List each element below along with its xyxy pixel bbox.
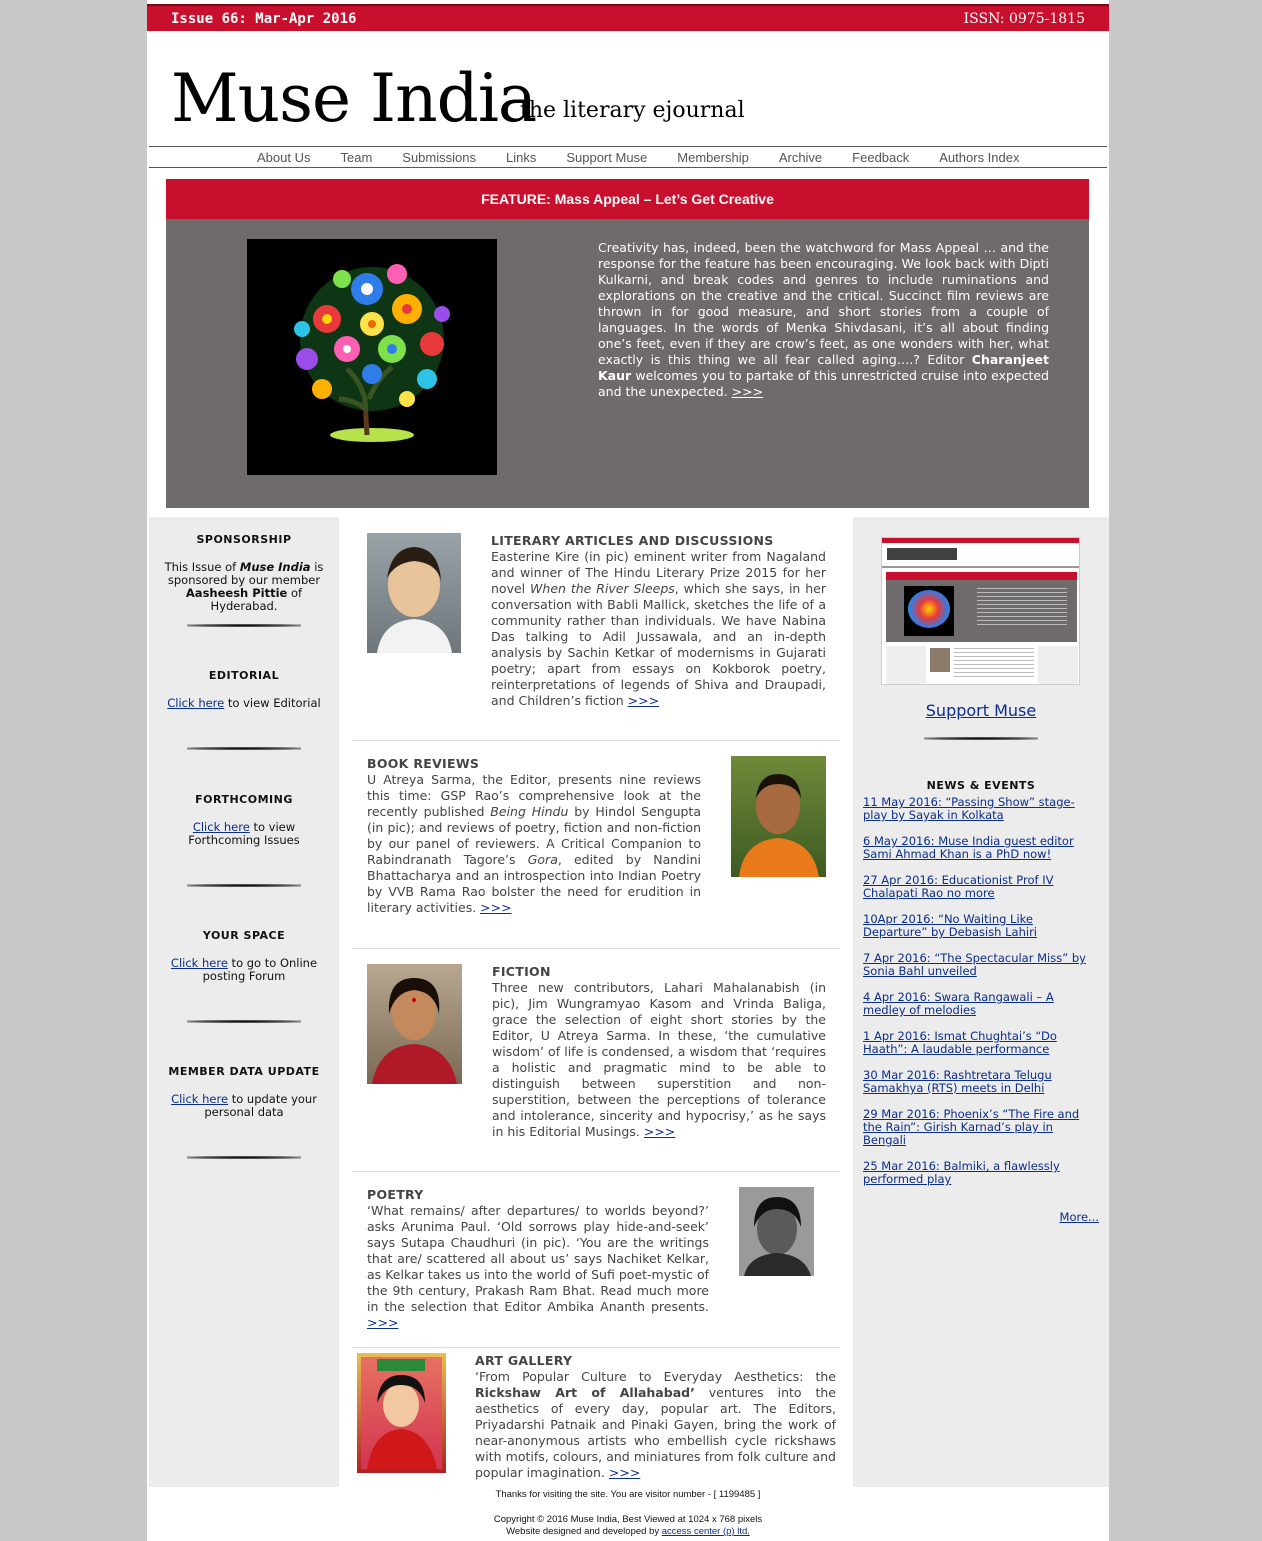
poetry-section [367,1187,709,1331]
forthcoming-block [149,793,339,847]
divider [187,747,301,750]
section-separator [352,948,840,949]
art-gallery-text [475,1369,836,1481]
literary-more-link[interactable]: >>> [627,693,660,708]
designer-link[interactable]: access center (p) ltd. [661,1526,750,1537]
editorial-title: EDITORIAL [208,669,280,682]
literary-articles-section [491,533,826,709]
your-space-link-text: to go to Online posting Forum [202,956,318,983]
feature-text-part: welcomes you to partake of this unrestricted cruise into expected and the unexpected. [598,368,1049,399]
fiction-more-link[interactable]: >>> [643,1124,676,1139]
book-reviews-section [367,756,701,916]
nav-about-us[interactable]: About Us [257,150,311,165]
member-update-link-text: to update your personal data [204,1092,317,1119]
top-bar [147,4,1109,31]
support-muse-section [853,701,1109,720]
lahari-mahalanabish-photo[interactable] [367,964,462,1084]
book-reviews-text [367,772,701,916]
fiction-title[interactable]: FICTION [492,964,551,979]
site-logo[interactable]: Muse India [171,60,537,137]
literary-text-part: , which she says, in her conversation with Babli Mallick, sketches the life of a community rather than individuals. We have Nabina Das talking to Adil Jussawala, and an in-depth analysis by Sachin Ketkar of modernisms in Gujarati poetry; apart from essays on Kokborok poetry, reinterpretations of legends of Shiva and Draupadi, and Children’s fiction [491,581,826,708]
art-gallery-title[interactable]: ART GALLERY [475,1353,573,1368]
fiction-section [492,964,826,1140]
literary-articles-text [491,549,826,709]
divider [187,624,301,627]
poetry-text-part: ‘What remains/ after departures/ to worlds beyond?’ asks Arunima Paul. ‘Old sorrows play hide-and-seek’ says Sutapa Chaudhuri (in pic). ‘You are the writings that are/ scattered all about us’ says Nachiket Kelkar, as Kelkar takes us into the world of Sufi poet-mystic of the 9th century, Prakash Ram Bhat. Read much more in the selection that Editor Ambika Ananth presents. [367,1203,709,1314]
poetry-more-link[interactable]: >>> [367,1315,399,1330]
books-text-part: U Atreya Sarma, the Editor, presents nine reviews this time: GSP Rao’s comprehensive look at the recently published [367,772,701,819]
nav-team[interactable]: Team [340,150,373,165]
editorial-block [149,669,339,710]
divider [187,1156,301,1159]
book-reviews-title[interactable]: BOOK REVIEWS [367,756,480,771]
news-item[interactable]: 25 Mar 2016: Balmiki, a flawlessly performed play [863,1159,1060,1186]
divider [924,737,1038,740]
hindol-sengupta-photo[interactable] [731,756,826,877]
news-item[interactable]: 29 Mar 2016: Phoenix’s “The Fire and the Rain”: Girish Karnad’s play in Bengali [863,1107,1080,1147]
news-item[interactable]: 1 Apr 2016: Ismat Chughtai’s “Do Haath”: A laudable performance [863,1029,1057,1056]
feature-text-part: Creativity has, indeed, been the watchword for Mass Appeal … and the response for the feature has been encouraging. We look back with Dipti Kulkarni, and break codes and genres to include ruminations and explorations on the creative and the critical. Succinct film reviews are thrown in for good measure, and short stories from a couple of languages. In the words of Menka Shivdasani, it’s all about finding one’s feet, even if they are crow’s feet, as one wonders with her, what exactly is this thing we all fear called aging….? Editor [598,240,1049,367]
sponsorship-text [149,561,339,613]
nav-support-muse[interactable]: Support Muse [566,150,648,165]
feature-title[interactable]: FEATURE: Mass Appeal – Let’s Get Creative [166,179,1089,219]
site-tagline: the literary ejournal [520,98,745,123]
poetry-text [367,1203,709,1331]
designer-credit [147,1526,1109,1538]
nav-authors-index[interactable]: Authors Index [939,150,1020,165]
support-muse-link[interactable]: Support Muse [925,701,1037,720]
art-gallery-more-link[interactable]: >>> [608,1465,641,1480]
news-item[interactable]: 6 May 2016: Muse India guest editor Sami Ahmad Khan is a PhD now! [863,834,1074,861]
news-item[interactable]: 10Apr 2016: “No Waiting Like Departure” by Debasish Lahiri [863,912,1037,939]
editorial-link-text: to view Editorial [224,696,321,710]
member-update-link[interactable]: Click here [171,1092,229,1106]
literary-articles-title[interactable]: LITERARY ARTICLES AND DISCUSSIONS [491,533,774,548]
nav-archive[interactable]: Archive [778,150,823,165]
news-item[interactable]: 7 Apr 2016: “The Spectacular Miss” by Sonia Bahl unveiled [863,951,1086,978]
forthcoming-title: FORTHCOMING [195,793,293,806]
page [147,0,1109,1541]
section-separator [352,1347,840,1348]
books-text-part: , edited by Nandini Bhattacharya and an introspection into Indian Poetry by VVB Rama Rao bolster the need for erudition in literary activities. [367,852,701,915]
fiction-text [492,980,826,1140]
nav-links[interactable]: Links [505,150,537,165]
nav-feedback[interactable]: Feedback [852,150,910,165]
section-separator [352,1171,840,1172]
divider [187,884,301,887]
news-item[interactable]: 30 Mar 2016: Rashtretara Telugu Samakhya (RTS) meets in Delhi [863,1068,1052,1095]
main-content [352,517,840,1487]
site-preview-thumbnail[interactable] [881,537,1080,685]
poetry-title[interactable]: POETRY [367,1187,424,1202]
your-space-title: YOUR SPACE [202,929,286,942]
art-text-part: ventures into the aesthetics of every day, popular art. The Editors, Priyadarshi Patnaik and Pinaki Gayen, bring the work of near-anonymous artists who embellish cycle rickshaws with motifs, colours, and miniatures from folk culture and popular imagination. [475,1385,836,1480]
news-events-title: NEWS & EVENTS [926,779,1036,792]
designer-credit-text: Website designed and developed by [506,1526,662,1537]
divider [187,1020,301,1023]
news-item[interactable]: 11 May 2016: “Passing Show” stage-play by Sayak in Kolkata [863,795,1075,822]
art-gallery-section [475,1353,836,1481]
feature-more-link[interactable]: >>> [731,384,764,399]
literary-novel-title: When the River Sleeps [530,581,675,596]
editorial-link[interactable]: Click here [167,696,225,710]
your-space-block [149,929,339,983]
nav-membership[interactable]: Membership [677,150,749,165]
forthcoming-link[interactable]: Click here [192,820,250,834]
feature-editor: Charanjeet Kaur [598,352,1049,383]
sponsorship-text-part: is sponsored by our member [167,560,324,587]
footer [147,1488,1109,1538]
art-text-part: ‘From Popular Culture to Everyday Aesthetics: the [475,1369,836,1384]
issn-label: ISSN: 0975-1815 [963,11,1085,27]
easterine-kire-photo[interactable] [367,533,461,653]
sponsor-name: Aasheesh Pittie [185,586,288,600]
left-sidebar [149,517,339,1487]
member-update-title: MEMBER DATA UPDATE [168,1065,320,1078]
forthcoming-link-text: to view Forthcoming Issues [188,820,300,847]
news-list [863,796,1099,1199]
section-separator [352,740,840,741]
book-reviews-more-link[interactable]: >>> [480,900,512,915]
magazine-name: Muse India [239,560,311,574]
news-item[interactable]: 4 Apr 2016: Swara Rangawali – A medley of melodies [863,990,1054,1017]
news-item[interactable]: 27 Apr 2016: Educationist Prof IV Chalapati Rao no more [863,873,1054,900]
sponsorship-title: SPONSORSHIP [196,533,292,546]
copyright: Copyright © 2016 Muse India, Best Viewed at 1024 x 768 pixels [493,1514,763,1525]
rickshaw-art-title: Rickshaw Art of Allahabad’ [475,1385,695,1400]
fiction-text-part: Three new contributors, Lahari Mahalanabish (in pic), Jim Wungramyao Kasom and Vrinda Baliga, grace the selection of eight short stories by the Editor, U Atreya Sarma. In these, ‘the cumulative wisdom’ of life is condensed, a wisdom that ‘requires a holistic and pragmatic mind to be able to distinguish between superstition and non-superstition, between the perceptions of tolerance and intolerance, sincerity and hypocrisy,’ as he says in his Editorial Musings. [492,980,826,1139]
sponsorship-text-part: This Issue of [164,560,240,574]
book-title-being-hindu: Being Hindu [490,804,569,819]
sutapa-chaudhuri-photo[interactable] [739,1187,814,1276]
sponsorship-text-part: of Hyderabad. [210,586,303,613]
feature-description [598,240,1049,400]
news-more-link[interactable]: More... [1059,1210,1099,1224]
nav-submissions[interactable]: Submissions [402,150,476,165]
member-update-block [149,1065,339,1119]
visitor-counter: Thanks for visiting the site. You are visitor number - [ 1199485 ] [495,1489,761,1500]
literary-text-part: Easterine Kire (in pic) eminent writer from Nagaland and winner of The Hindu Literary Prize 2015 for her novel [491,549,826,596]
feature-panel [166,179,1089,508]
sponsorship-block [149,533,339,613]
books-text-part: by Hindol Sengupta (in pic); and reviews of poetry, fiction and non-fiction by our panel of reviewers. A Critical Companion to Rabindranath Tagore’s [367,804,701,867]
rickshaw-art-image[interactable] [357,1353,446,1473]
issue-label: Issue 66: Mar-Apr 2016 [171,11,357,27]
right-sidebar [853,517,1109,1487]
feature-tree-image[interactable] [247,239,497,475]
your-space-link[interactable]: Click here [170,956,228,970]
main-nav [149,146,1107,168]
book-title-gora: Gora [527,852,558,867]
